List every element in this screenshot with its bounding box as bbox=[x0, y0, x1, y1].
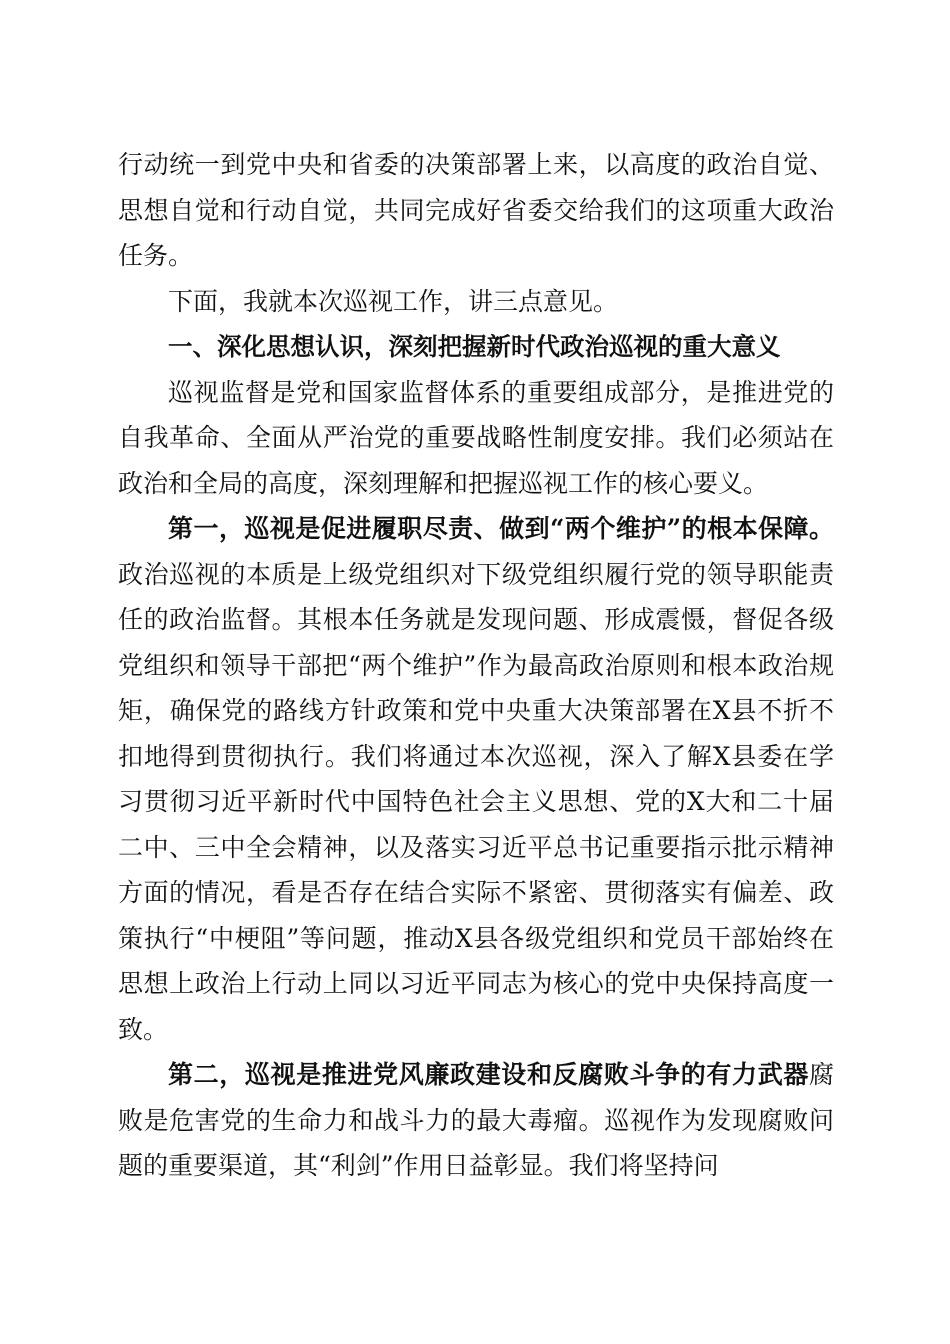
section-heading-1: 一、深化思想认识，深刻把握新时代政治巡视的重大意义 bbox=[168, 332, 781, 361]
document-page bbox=[118, 142, 834, 1189]
point-2-body: 腐败是危害党的生命力和战斗力的最大毒瘤。巡视作为发现腐败问题的重要渠道，其“利剑”作用日益彰显。我们将坚持问 bbox=[118, 1060, 834, 1180]
paragraph-intro: 下面，我就本次巡视工作，讲三点意见。 bbox=[168, 286, 619, 316]
point-2-lead: 第二，巡视是推进党风廉政建设和反腐败斗争的有力武器 bbox=[168, 1060, 809, 1089]
paragraph-point-1 bbox=[118, 506, 834, 1052]
paragraph-overview: 巡视监督是党和国家监督体系的重要组成部分，是推进党的自我革命、全面从严治党的重要战略性制度安排。我们必须站在政治和全局的高度，深刻理解和把握巡视工作的核心要义。 bbox=[118, 377, 834, 498]
paragraph-continuation: 行动统一到党中央和省委的决策部署上来，以高度的政治自觉、思想自觉和行动自觉，共同完成好省委交给我们的这项重大政治任务。 bbox=[118, 150, 834, 270]
point-1-body: 政治巡视的本质是上级党组织对下级党组织履行党的领导职能责任的政治监督。其根本任务就是发现问题、形成震慑，督促各级党组织和领导干部把“两个维护”作为最高政治原则和根本政治规矩，确保党的路线方针政策和党中央重大决策部署在X县不折不扣地得到贯彻执行。我们将通过本次巡视，深入了解X县委在学习贯彻习近平新时代中国特色社会主义思想、党的X大和二十届二中、三中全会精神，以及落实习近平总书记重要指示批示精神方面的情况，看是否存在结合实际不紧密、贯彻落实有偏差、政策执行“中梗阻”等问题，推动X县各级党组织和党员干部始终在思想上政治上行动上同以习近平同志为核心的党中央保持高度一致。 bbox=[118, 559, 834, 1044]
paragraph-point-2 bbox=[118, 1052, 834, 1189]
point-1-lead: 第一，巡视是促进履职尽责、做到“两个维护”的根本保障。 bbox=[168, 514, 834, 543]
